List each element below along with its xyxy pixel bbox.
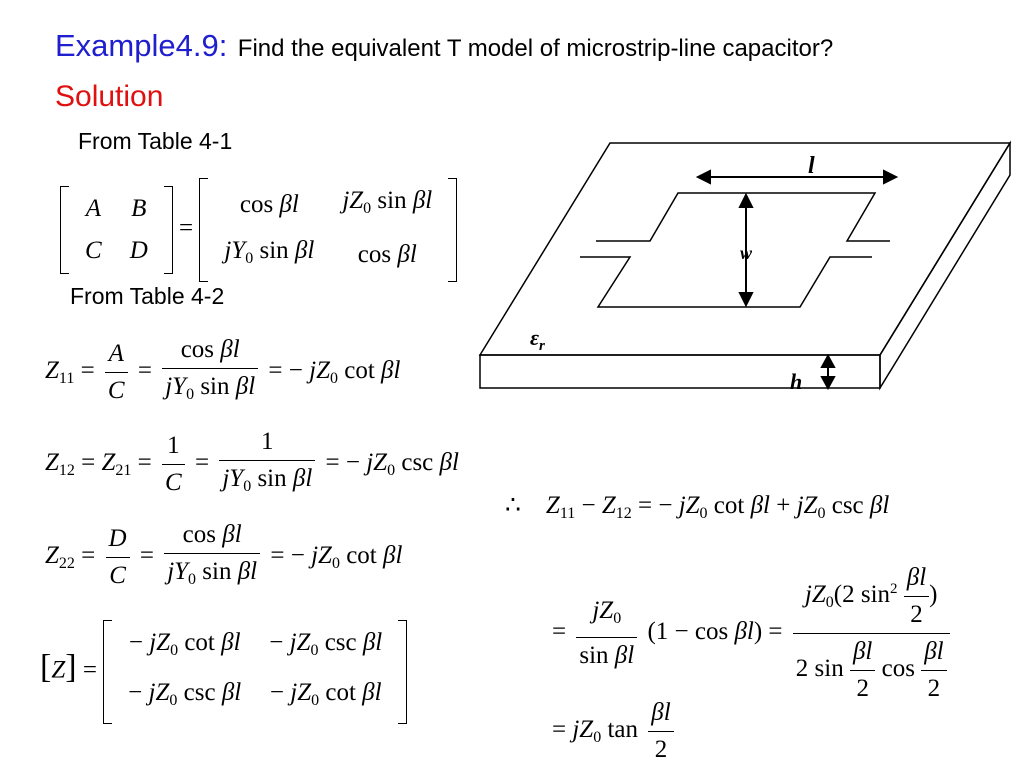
z22-equation: $Z_{22}$ = $\frac{D}{C}$ = $\frac{\text{cos βl}}{jY_0 \sin \beta l}$ = − $jZ_0$ cot βl xyxy=(45,517,402,598)
z11-equation: $Z_{11}$ = $\frac{A}{C}$ = $\frac{\text{cos βl}}{jY_0 \sin \beta l}$ = − $jZ_0$ cot βl xyxy=(45,332,400,413)
permittivity-label: $\varepsilon_r$ xyxy=(530,325,545,354)
result-equation: = $jZ_0$ tan $\frac{\beta l}{2}$ xyxy=(552,695,678,768)
z-matrix-equation: [Z] = − $jZ_0$ cot βl − $jZ_0$ csc βl − $jZ_0$ csc βl − $jZ_0$ cot βl xyxy=(40,620,407,724)
question-text: Find the equivalent T model of microstrip-line capacitor? xyxy=(237,35,834,62)
microstrip-diagram xyxy=(470,135,1020,400)
slide-title xyxy=(55,28,833,64)
example-label: Example4.9: xyxy=(55,28,228,63)
solution-heading: Solution xyxy=(55,80,164,113)
table-4-2-label: From Table 4-2 xyxy=(70,283,225,309)
width-label: w xyxy=(740,243,753,263)
substrate-front-face xyxy=(480,355,880,388)
length-label: l xyxy=(808,153,815,179)
z12-equation: $Z_{12} = Z_{21}$ = $\frac{1}{C}$ = $\frac{1}{jY_0 \sin \beta l}$ = − $jZ_0$ csc βl xyxy=(45,424,459,505)
strip-lower-edge xyxy=(580,257,872,307)
table-4-1-label: From Table 4-1 xyxy=(78,128,233,154)
abcd-matrix-equation: A B C D = cos βl $jZ_0$ sin βl $jY_0$ sin βl cos βl xyxy=(60,178,457,282)
substrate-side-face xyxy=(880,143,1010,388)
height-arrow xyxy=(822,356,834,388)
half-angle-equation: = $\frac{jZ_0}{\text{sin βl}}$ (1 − cos βl) = $jZ_0(2$ $\sin^2$ $\frac{\beta l}{2}$ ) 2 sin $\frac{\beta l}{2}$ cos $\frac{\beta l}{2}$ xyxy=(552,560,954,707)
difference-equation: ∴ $Z_{11} - Z_{12}$ = − $jZ_0$ $\cot \beta l + jZ_0$ csc βl xyxy=(505,492,890,522)
length-arrow xyxy=(698,171,896,183)
height-label: h xyxy=(790,369,803,394)
